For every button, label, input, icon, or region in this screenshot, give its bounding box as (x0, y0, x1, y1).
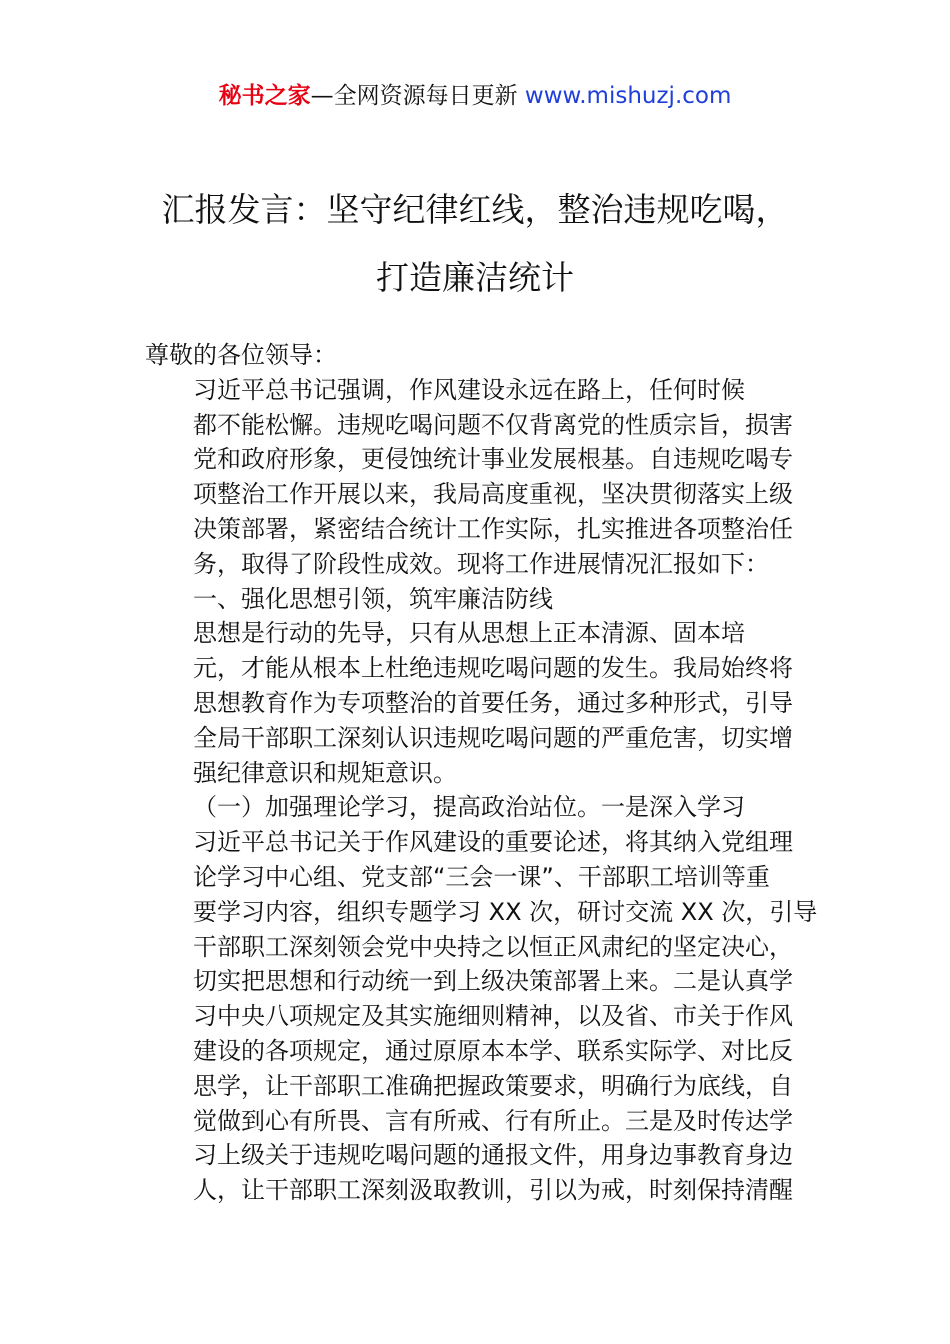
text-line: 论学习中心组、党支部“三会一课”、干部职工培训等重 (193, 862, 770, 891)
section-heading-1: 一、强化思想引领，筑牢廉洁防线 (193, 584, 553, 613)
text-line: 项整治工作开展以来，我局高度重视，坚决贯彻落实上级 (193, 480, 793, 509)
paragraph-section-1 (145, 616, 805, 790)
text-line: 干部职工深刻领会党中央持之以恒正风肃纪的坚定决心， (193, 932, 793, 961)
text-line: 党和政府形象，更侵蚀统计事业发展根基。自违规吃喝专 (193, 445, 793, 474)
document-title (90, 176, 860, 312)
text-line: （一）加强理论学习，提高政治站位。一是深入学习 (193, 793, 745, 822)
title-line-2: 打造廉洁统计 (376, 258, 574, 297)
text-line: 元，才能从根本上杜绝违规吃喝问题的发生。我局始终将 (193, 654, 793, 683)
site-header (0, 80, 950, 112)
paragraph-subsection-1 (145, 790, 818, 1208)
document-body (145, 338, 818, 1208)
text-line: 切实把思想和行动统一到上级决策部署上来。二是认真学 (193, 967, 793, 996)
site-brand: 秘书之家 (218, 83, 311, 109)
text-line: 强纪律意识和规矩意识。 (193, 758, 457, 787)
text-line: 都不能松懈。违规吃喝问题不仅背离党的性质宗旨，损害 (193, 410, 793, 439)
title-line-1: 汇报发言：坚守纪律红线，整治违规吃喝， (161, 190, 789, 229)
paragraph-intro (145, 373, 805, 582)
text-line: 务，取得了阶段性成效。现将工作进展情况汇报如下： (193, 549, 769, 578)
text-line: 习中央八项规定及其实施细则精神，以及省、市关于作风 (193, 1002, 793, 1031)
text-line: 思想是行动的先导，只有从思想上正本清源、固本培 (193, 619, 745, 648)
text-line: 建设的各项规定，通过原原本本学、联系实际学、对比反 (193, 1036, 793, 1065)
text-line: 思学，让干部职工准确把握政策要求，明确行为底线，自 (193, 1071, 793, 1100)
text-line: 觉做到心有所畏、言有所戒、行有所止。三是及时传达学 (193, 1106, 793, 1135)
text-line: 全局干部职工深刻认识违规吃喝问题的严重危害，切实增 (193, 723, 793, 752)
site-tagline: —全网资源每日更新 (310, 83, 525, 109)
salutation: 尊敬的各位领导： (145, 341, 337, 369)
text-line: 人，让干部职工深刻汲取教训，引以为戒，时刻保持清醒 (193, 1176, 793, 1205)
text-line: 决策部署，紧密结合统计工作实际，扎实推进各项整治任 (193, 514, 793, 543)
text-line: 思想教育作为专项整治的首要任务，通过多种形式，引导 (193, 688, 793, 717)
site-url-link[interactable]: www.mishuzj.com (524, 83, 732, 109)
text-line: 习近平总书记强调，作风建设永远在路上，任何时候 (193, 375, 745, 404)
text-line: 习近平总书记关于作风建设的重要论述，将其纳入党组理 (193, 828, 793, 857)
text-line: 要学习内容，组织专题学习 XX 次，研讨交流 XX 次，引导 (193, 897, 818, 926)
text-line: 习上级关于违规吃喝问题的通报文件，用身边事教育身边 (193, 1141, 793, 1170)
